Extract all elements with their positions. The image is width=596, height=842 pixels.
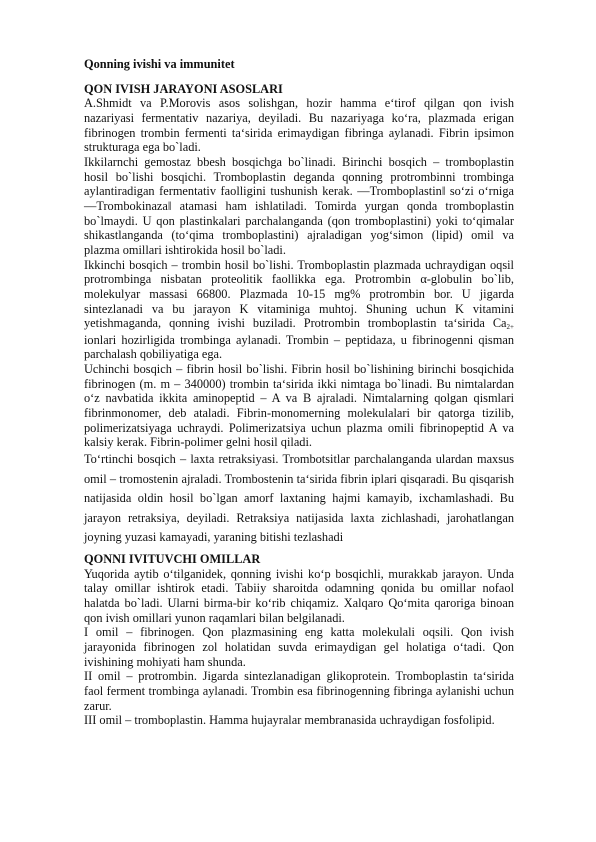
paragraph-factor-ii: II omil – protrombin. Jigarda sintezlanadigan glikoprotein. Tromboplastin ta‘sirida faol ferment trombinga aylanadi. Trombin esa fibrinogenning fibringa aylanishi uchun zarur. [84, 669, 514, 713]
section-heading-clotting-factors: QONNI IVITUVCHI OMILLAR [84, 552, 261, 567]
paragraph-fermentative-theory: A.Shmidt va P.Morovis asos solishgan, hozir hamma e‘tirof qilgan qon ivish nazariyasi fermentativ nazariya, deyiladi. Bu nazariyaga ko‘ra, plazmada erigan fibrinogen trombin fermenti ta‘sirida erimaydigan fibringa aylanadi. Fibrin ipsimon strukturaga ega bo`ladi. [84, 96, 514, 155]
paragraph-fourth-stage: To‘rtinchi bosqich – laxta retraksiyasi. Trombotsitlar parchalanganda ulardan maxsus omil – tromostenin ajraladi. Trombostenin ta‘sirida fibrin iplari qisqaradi. Bu qisqarish natijasida oldin hosil bo`lgan amorf laxtaning hajmi kamayib, ixchamlashadi. Bu jarayon retraksiya, deyiladi. Retraksiya natijasida laxta zichlashadi, jarohatlangan joyning yuzasi kamayadi, yaraning bitishi tezlashadi [84, 452, 514, 545]
paragraph-first-stage: Ikkilarnchi gemostaz bbesh bosqichga bo`linadi. Birinchi bosqich – tromboplastin hosil bo`lishi bosqichi. Tromboplastin deganda qonning protrombinni trombinga aylantiradigan fermentativ faolligini tushunish kerak. ―Tromboplastin‖ so‘zi o‘rniga ―Trombokinaza‖ atamasi ham ishlatiladi. Tomirda yurgan qonda tromboplastin bo`lmaydi. U qon plastinkalari parchalanganda (qon tromboplastini) yoki to‘qimalar shikastlanganda (to‘qima tromboplastini) ajraladigan yog‘simon (lipid) omil va plazma omillari ishtirokida hosil bo`ladi. [84, 154, 514, 257]
paragraph-third-stage: Uchinchi bosqich – fibrin hosil bo`lishi. Fibrin hosil bo`lishining birinchi bosqichida fibrinogen (m. m – 340000) trombin ta‘sirida ikki nimtaga bo`linadi. Bu nimtalardan o‘z navbatida ikkita aminopeptid – A va B ajraladi. Nimtalarning qolgan qismlari fibrinmonomer, deb ataladi. Fibrin-monomerning molekulalari bir qatorga tizilib, polimerizatsiyaga uchraydi. Polimerizatsiya uchun plazma omili fibrinopeptid A va kalsiy kerak. Fibrin-polimer gelni hosil qiladi. [84, 362, 514, 450]
paragraph-second-stage [84, 258, 514, 363]
section-heading-clotting-basics: QON IVISH JARAYONI ASOSLARI [84, 81, 283, 96]
document-title: Qonning ivishi va immunitet [84, 57, 235, 71]
document-page [84, 57, 514, 728]
second-stage-text: Ikkinchi bosqich – trombin hosil bo`lishi. Tromboplastin plazmada uchraydigan oqsil protrombinga nisbatan proteolitik faollikka ega. Protrombin α-globulin bo`lib, molekulyar massasi 66800. Plazmada 10-15 mg% protrombin bor. U jigarda sintezlanadi va bu jarayon K vitaminiga muhtoj. Shuning uchun K vitamini yetishmaganda, qonning ivishi buziladi. Protrombin tromboplastin ta‘sirida Ca [84, 257, 514, 331]
paragraph-factor-i: I omil – fibrinogen. Qon plazmasining eng katta molekulali oqsili. Qon ivish jarayonida fibrinogen zol holatidan suvda erimaydigan gel holatiga o‘tadi. Qon ivishining mohiyati ham shunda. [84, 625, 514, 669]
calcium-charge-superscript: 2+ [506, 323, 514, 332]
second-stage-text-continued: ionlari hozirligida trombinga aylanadi. Trombin – peptidaza, u fibrinogenni qisman parchalash qobiliyatiga ega. [84, 332, 514, 362]
paragraph-factor-iii: III omil – tromboplastin. Hamma hujayralar membranasida uchraydigan fosfolipid. [84, 713, 495, 728]
paragraph-factors-intro: Yuqorida aytib o‘tilganidek, qonning ivishi ko‘p bosqichli, murakkab jarayon. Unda talay omillar ishtirok etadi. Tabiiy sharoitda odamning qonida bu omillar nofaol halatda bo`ladi. Ularni birma-bir ko‘rib chiqamiz. Xalqaro Qo‘mita qaroriga binoan qon ivish omillari yunon raqamlari bilan belgilanadi. [84, 566, 514, 625]
